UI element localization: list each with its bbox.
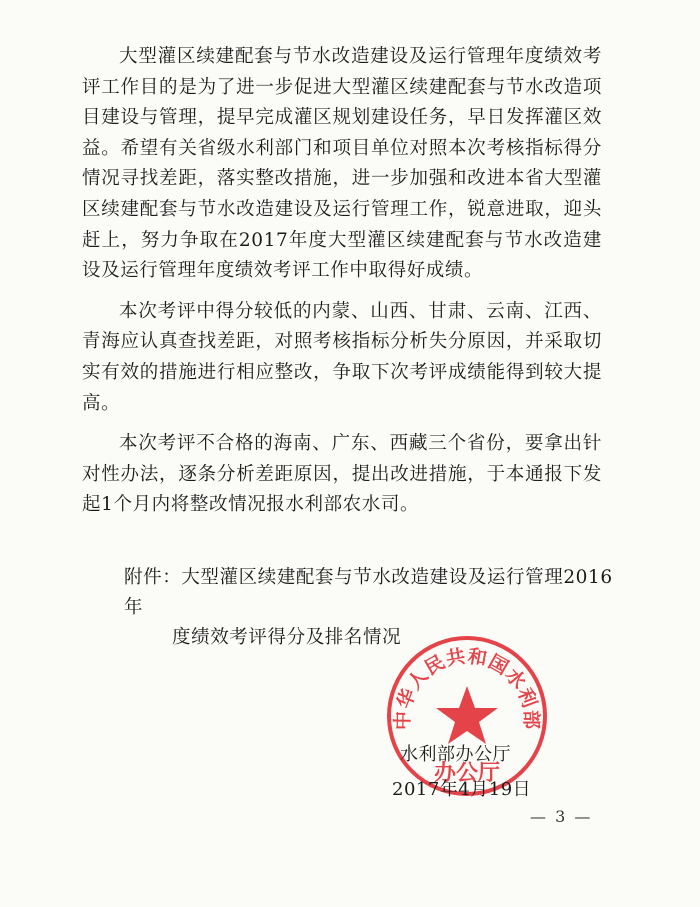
paragraph-2: 本次考评中得分较低的内蒙、山西、甘肃、云南、江西、青海应认真查找差距，对照考核指标分析失分原因，并采取切实有效的措施进行相应整改，争取下次考评成绩能得到较大提高。 [82,300,602,414]
page-number: — 3 — [530,807,593,826]
attachment-title-line2: 度绩效考评得分及排名情况 [172,627,402,648]
signature-org: 水利部办公厅 [400,744,511,765]
signature-date: 2017年4月19日 [392,779,532,800]
paragraph-1: 大型灌区续建配套与节水改造建设及运行管理年度绩效考评工作目的是为了进一步促进大型灌区续建配套与节水改造项目建设与管理，提早完成灌区规划建设任务，早日发挥灌区效益。希望有关省级水利部门和项目单位对照本次考核指标得分情况寻找差距，落实整改措施，进一步加强和改进本省大型灌区续建配套与节水改造建设及运行管理工作，锐意进取，迎头赶上，努力争取在2017年度大型灌区续建配套与节水改造建设及运行管理年度绩效考评工作中取得好成绩。 [82,46,602,282]
seal-star-icon [436,686,498,744]
attachment-label: 附件： [124,567,182,588]
body-text [82,42,602,531]
paragraph-3: 本次考评不合格的海南、广东、西藏三个省份，要拿出针对性办法，逐条分析差距原因，提出改进措施，于本通报下发起1个月内将整改情况报水利部农水司。 [82,433,602,516]
seal-bottom-text: 办公厅 [433,761,501,786]
attachment-title-line1: 大型灌区续建配套与节水改造建设及运行管理2016年 [124,567,613,618]
seal-ring-textpath: 中华人民共和国水利部 [391,645,543,731]
